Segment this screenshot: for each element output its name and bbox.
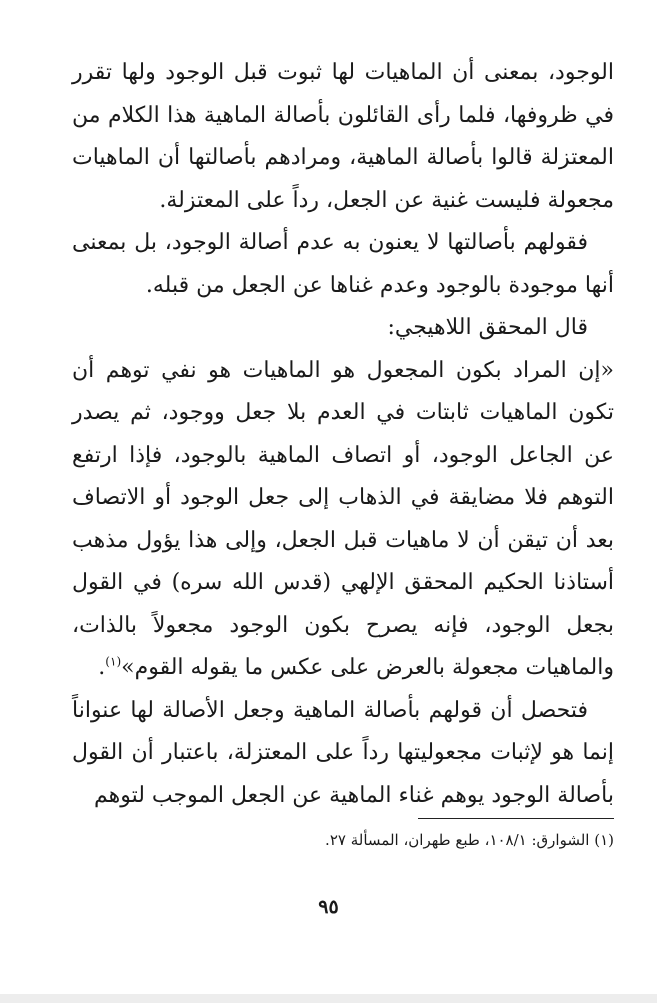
quote-paragraph xyxy=(72,350,614,690)
scan-bottom-edge xyxy=(0,994,657,1003)
page-body xyxy=(72,52,614,817)
quote-text: «إن المراد بكون المجعول هو الماهيات هو نفي توهم أن تكون الماهيات ثابتات في العدم بلا جعل ووجود، ثم يصدر عن الجاعل الوجود، أو اتصاف الماهية بالوجود، فإذا ارتفع التوهم فلا مضايقة في الذهاب إلى جعل الوجود أو الاتصاف بعد أن تيقن أن لا ماهيات قبل الجعل، وإلى هذا يؤول مذهب أستاذنا الحكيم المحقق الإلهي (قدس الله سره) في القول بجعل الوجود، فإنه يصرح بكون الوجود مجعولاً بالذات، والماهيات مجعولة بالعرض على عكس ما يقوله القوم» xyxy=(72,357,614,680)
paragraph-2: فقولهم بأصالتها لا يعنون به عدم أصالة الوجود، بل بمعنى أنها موجودة بالوجود وعدم غناها عن الجعل من قبله. xyxy=(72,230,614,298)
paragraph-3: قال المحقق اللاهيجي: xyxy=(387,315,588,340)
footnote-separator xyxy=(418,818,614,819)
quote-end-punctuation: . xyxy=(98,655,106,680)
footnote: (١) الشوارق: ١٠٨/١، طبع طهران، المسألة ٢٧. xyxy=(325,831,614,849)
page-number: ٩٥ xyxy=(318,896,339,918)
paragraph-1: الوجود، بمعنى أن الماهيات لها ثبوت قبل الوجود ولها تقرر في ظروفها، فلما رأى القائلون بأصالة الماهية هذا الكلام من المعتزلة قالوا بأصالة الماهية، ومرادهم بأصالتها أن الماهيات مجعولة فليست غنية عن الجعل، رداً على المعتزلة. xyxy=(72,60,614,213)
paragraph-5: فتحصل أن قولهم بأصالة الماهية وجعل الأصالة لها عنواناً إنما هو لإثبات مجعوليتها رداً على المعتزلة، باعتبار أن القول بأصالة الوجود يوهم غناء الماهية عن الجعل الموجب لتوهم xyxy=(72,697,614,808)
footnote-reference: (١) xyxy=(105,654,122,669)
